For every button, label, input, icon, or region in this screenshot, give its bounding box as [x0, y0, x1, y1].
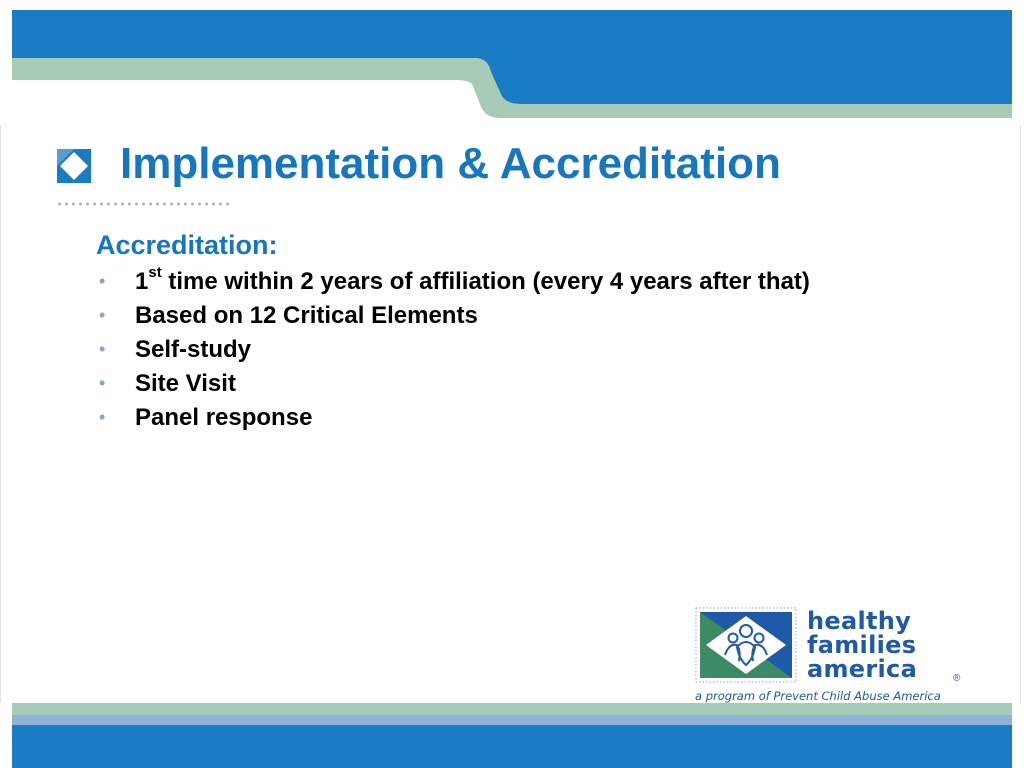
logo-wordmark [807, 609, 917, 681]
bullet-item [96, 370, 896, 397]
subheading: Accreditation: [96, 230, 278, 260]
bullet-text: Self-study [135, 336, 252, 363]
bullet-item [96, 336, 896, 363]
header-decoration [0, 0, 1024, 125]
healthy-families-logo [695, 607, 975, 707]
logo-line-1: healthy [807, 607, 912, 635]
bullet-text: Site Visit [135, 370, 236, 397]
diamond-square-icon [57, 149, 91, 183]
bullet-glyph: • [99, 271, 106, 291]
bullet-item [96, 264, 896, 295]
logo-line-2: families [807, 631, 917, 659]
right-edge-line [1020, 125, 1021, 703]
bullet-text: Based on 12 Critical Elements [135, 302, 478, 329]
bullet-text: time within 2 years of affiliation (every 4 years after that) [161, 268, 810, 295]
bullet-list [96, 264, 896, 431]
bullet-text: Panel response [135, 404, 313, 431]
footer-decoration [0, 703, 1024, 768]
dotted-divider [56, 201, 231, 207]
bullet-superscript: st [148, 264, 162, 281]
left-edge-line [0, 125, 1, 703]
healthy-families-logo-icon [695, 607, 797, 683]
bullet-glyph: • [99, 339, 106, 359]
logo-line-3: america [807, 655, 918, 683]
bullet-glyph: • [99, 373, 106, 393]
bullet-glyph: • [99, 305, 106, 325]
bullet-glyph: • [99, 407, 106, 427]
content-area [96, 228, 896, 438]
slide-title: Implementation & Accreditation [120, 139, 781, 188]
bullet-item [96, 404, 896, 431]
registered-mark: ® [953, 673, 961, 684]
bullet-item [96, 302, 896, 329]
bullet-prefix: 1 [135, 268, 149, 295]
logo-tagline: a program of Prevent Child Abuse America [695, 689, 941, 703]
